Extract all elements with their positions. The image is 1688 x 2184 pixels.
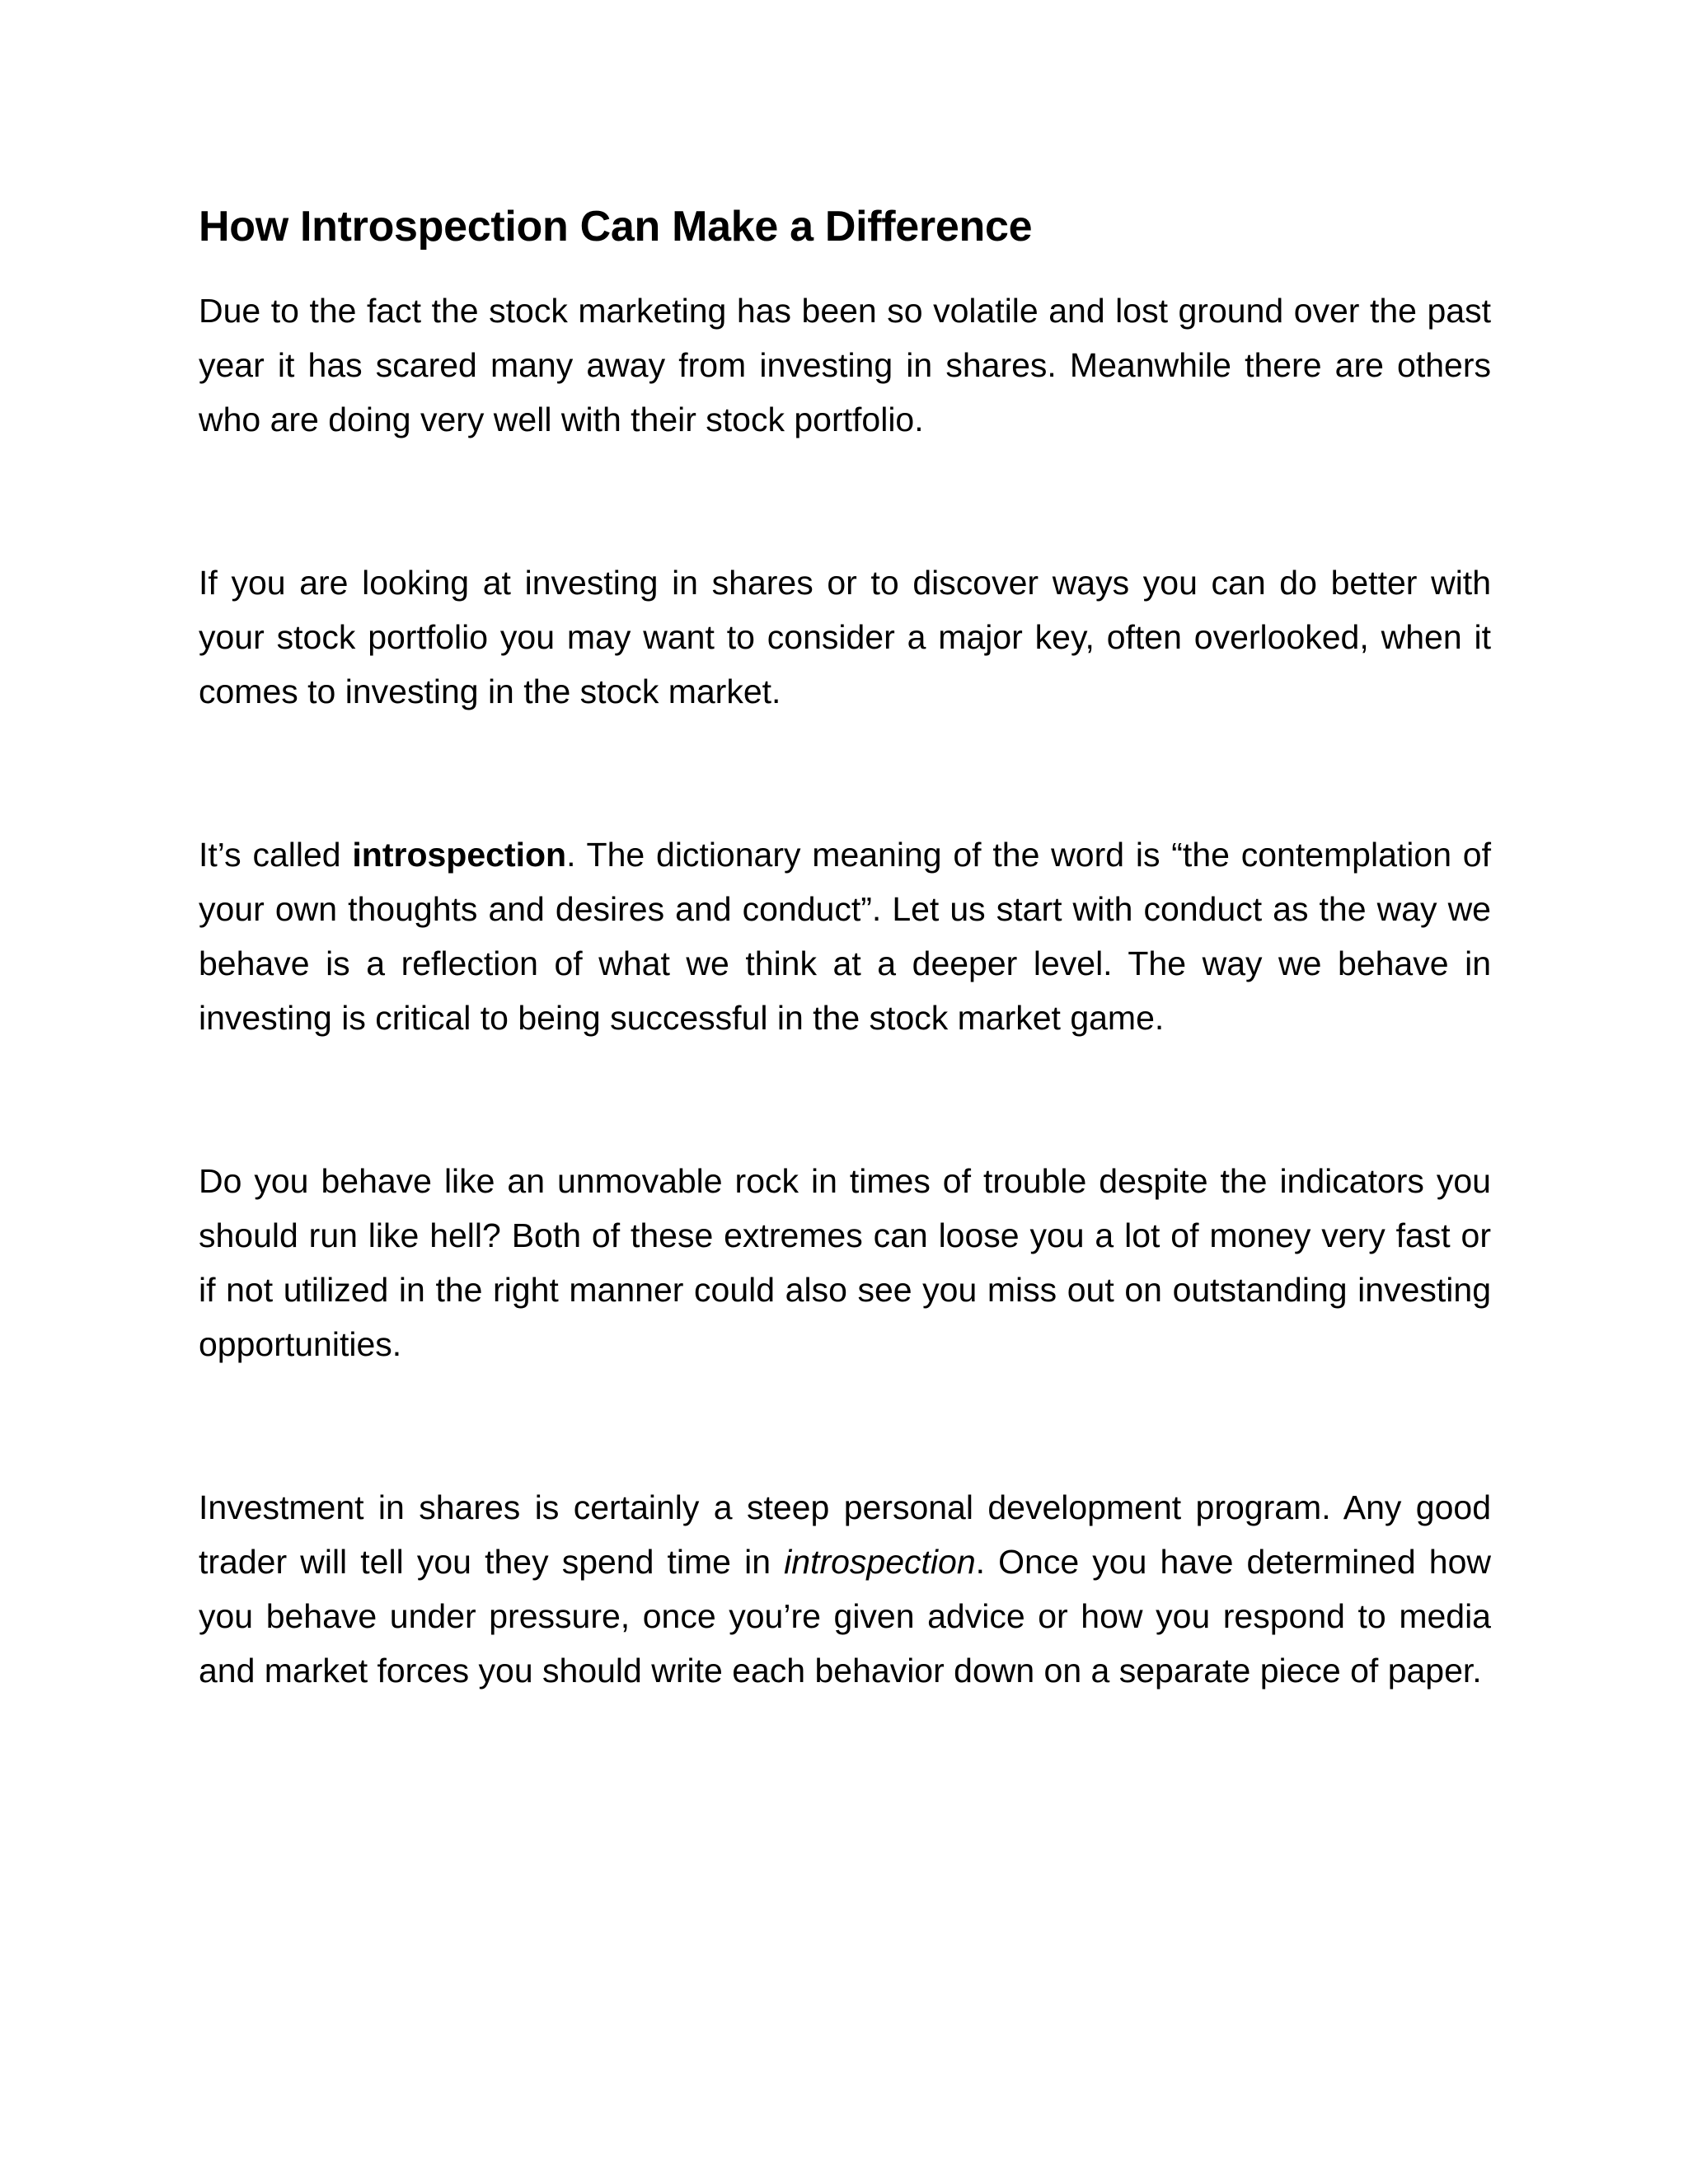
paragraph-2: If you are looking at investing in shares or to discover ways you can do better with your stock portfolio you may want to consider a major key, often overlooked, when it comes to investing in the stock market.	[199, 564, 1491, 710]
paragraph-3-lead: It’s called	[199, 836, 353, 874]
italic-term-introspection: introspection	[784, 1543, 976, 1581]
paragraph-3-rest: . The dictionary meaning of the word is “the contemplation of your own thoughts and desires and conduct”. Let us start with conduct as the way we behave is a reflection of what we think at a deeper level. The way we behave in investing is critical to being successful in the stock market game.	[199, 836, 1492, 1037]
paragraph-4: Do you behave like an unmovable rock in times of trouble despite the indicators you should run like hell? Both of these extremes can loose you a lot of money very fast or if not utilized in the right manner could also see you miss out on outstanding investing opportunities.	[199, 1162, 1491, 1363]
document-title: How Introspection Can Make a Difference	[199, 203, 1033, 251]
paragraph-5-rest: . Once you have determined how you behave under pressure, once you’re given advice or how you respond to media and market forces you should write each behavior down on a separate piece of paper.	[199, 1543, 1491, 1690]
paragraph-1: Due to the fact the stock marketing has been so volatile and lost ground over the past year it has scared many away from investing in shares. Meanwhile there are others who are doing very well with their stock portfolio.	[199, 292, 1491, 438]
paragraph-3	[199, 827, 1491, 1045]
paragraph-5	[199, 1480, 1491, 1698]
bold-term-introspection: introspection	[352, 836, 567, 874]
paragraph-5-lead: Investment in shares is certainly a steep personal development program. Any good trader will tell you they spend time in	[199, 1488, 1491, 1581]
document-body	[199, 198, 1491, 1698]
